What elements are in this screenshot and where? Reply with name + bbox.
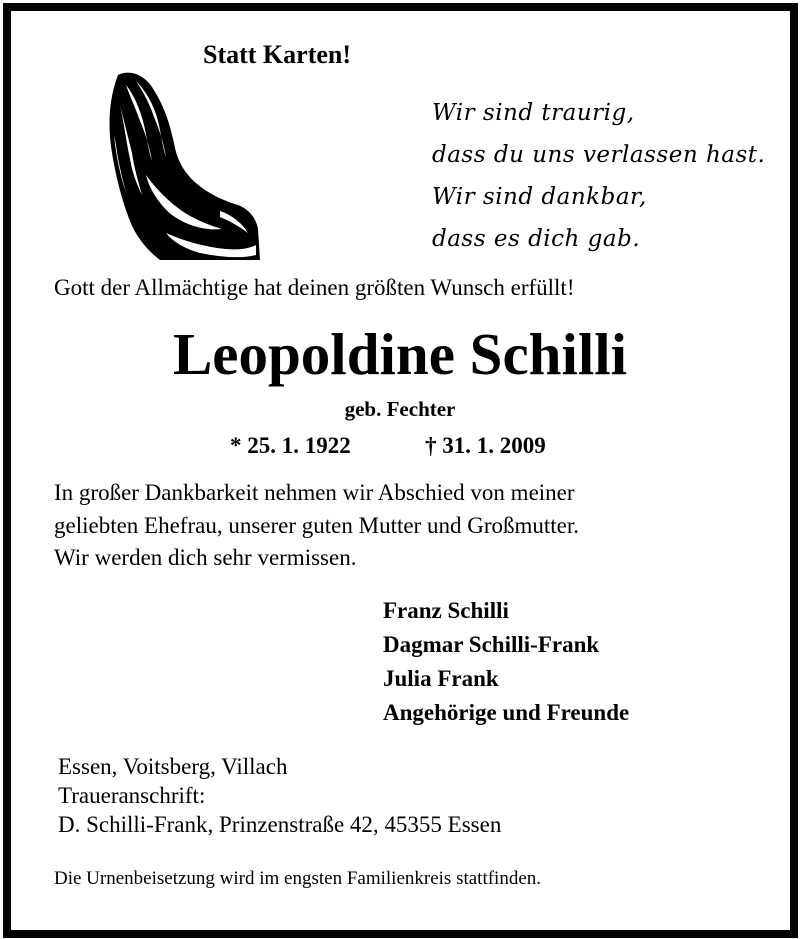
poem-line-4: dass es dich gab. bbox=[432, 226, 641, 252]
body-line-1: In großer Dankbarkeit nehmen wir Abschied von meiner bbox=[54, 480, 575, 505]
poem-line-3: Wir sind dankbar, bbox=[432, 184, 647, 210]
mourner-4: Angehörige und Freunde bbox=[383, 700, 630, 725]
poem-line-2: dass du uns verlassen hast. bbox=[432, 142, 766, 168]
poem-line-1: Wir sind traurig, bbox=[432, 100, 635, 126]
body-line-3: Wir werden dich sehr vermissen. bbox=[54, 545, 357, 570]
maiden-name: geb. Fechter bbox=[344, 397, 456, 421]
praying-hands-icon bbox=[100, 65, 260, 260]
mourner-1: Franz Schilli bbox=[383, 598, 509, 623]
body-line-2: geliebten Ehefrau, unserer guten Mutter und Großmutter. bbox=[54, 513, 580, 538]
deceased-name: Leopoldine Schilli bbox=[172, 321, 628, 387]
footer-note: Die Urnenbeisetzung wird im engsten Familienkreis stattfinden. bbox=[54, 868, 542, 889]
intro-line: Gott der Allmächtige hat deinen größten Wunsch erfüllt! bbox=[54, 275, 575, 300]
death-date: † 31. 1. 2009 bbox=[425, 433, 546, 458]
notice-header: Statt Karten! bbox=[203, 40, 352, 69]
birth-date: * 25. 1. 1922 bbox=[230, 433, 351, 458]
mourner-2: Dagmar Schilli-Frank bbox=[383, 632, 600, 657]
address-line-2: Traueranschrift: bbox=[58, 783, 206, 808]
address-line-3: D. Schilli-Frank, Prinzenstraße 42, 45355 Essen bbox=[58, 812, 502, 837]
mourner-3: Julia Frank bbox=[383, 666, 499, 691]
address-line-1: Essen, Voitsberg, Villach bbox=[58, 754, 288, 779]
